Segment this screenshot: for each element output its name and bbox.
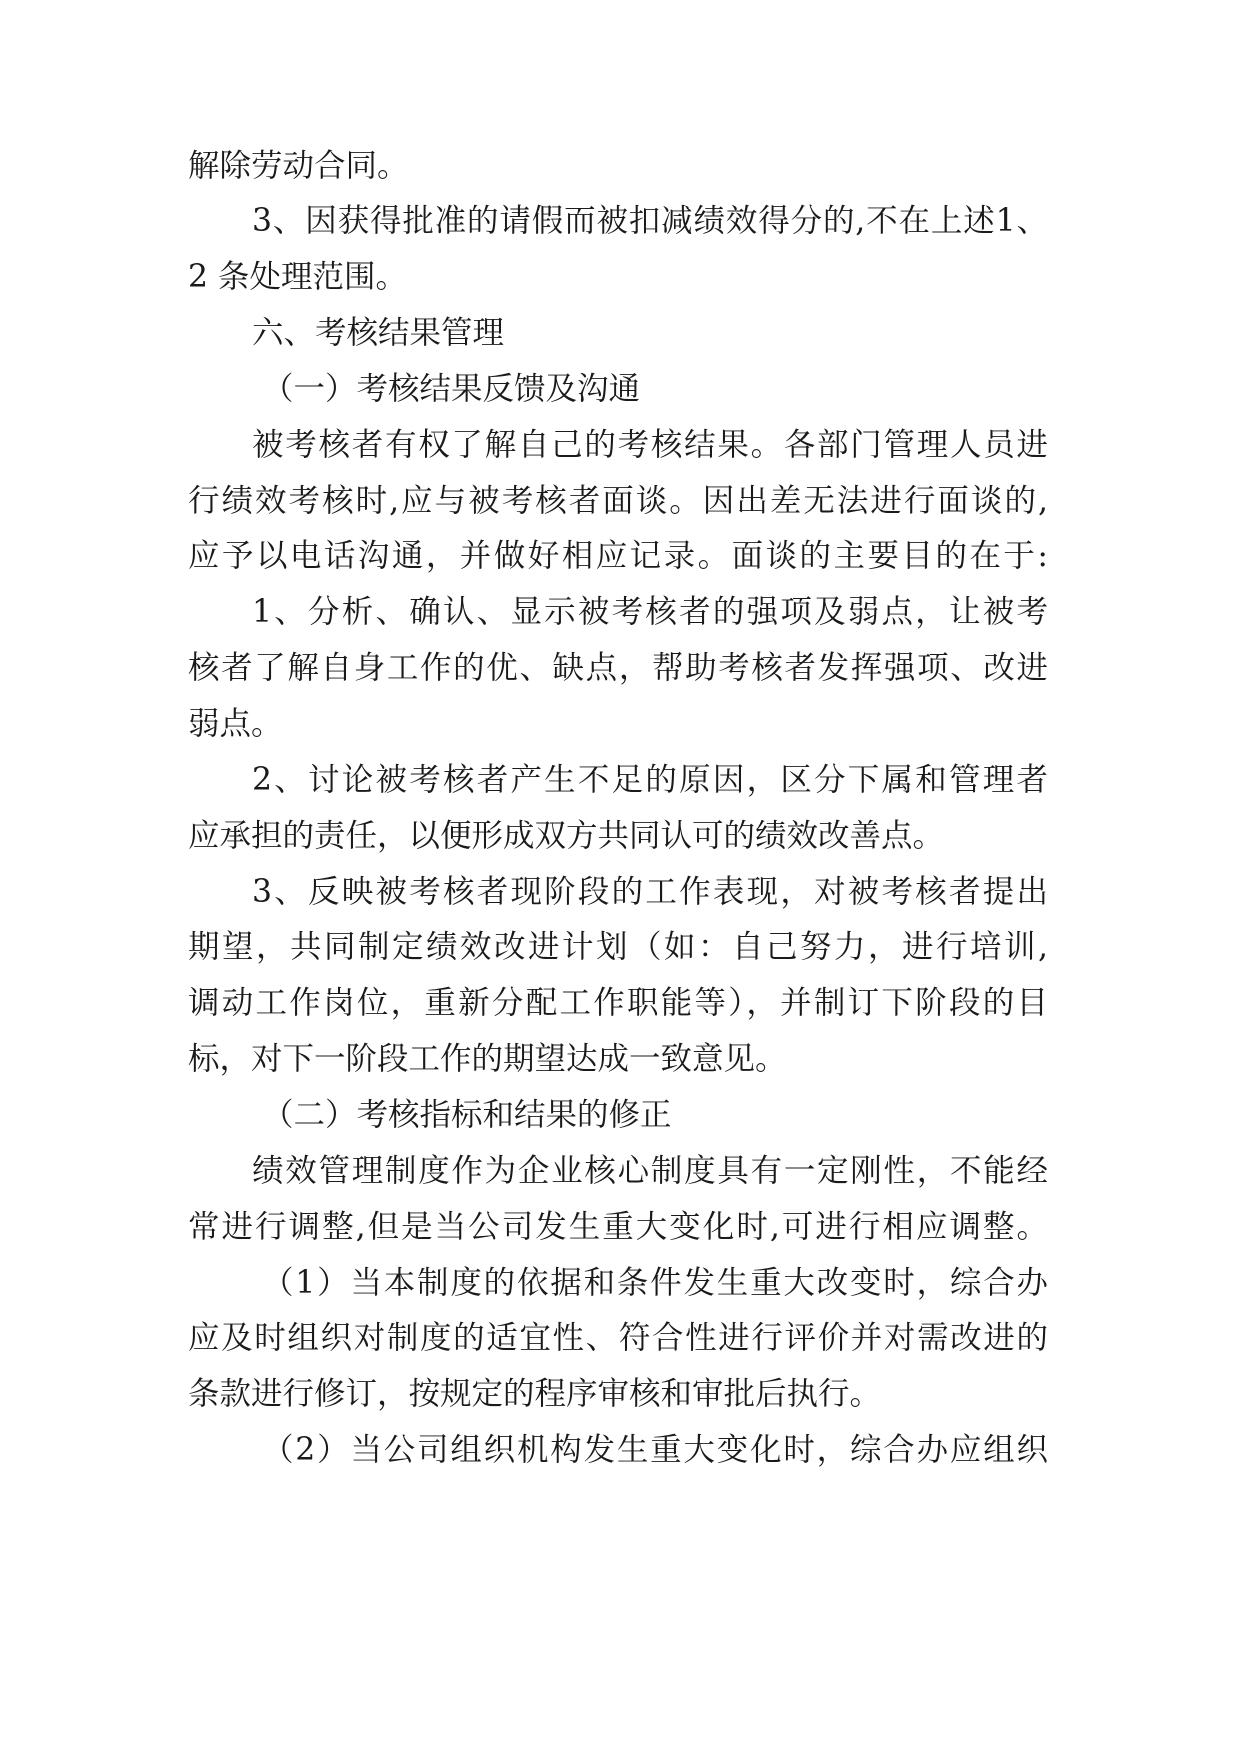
paragraph-line: 3、反映被考核者现阶段的工作表现，对被考核者提出 bbox=[252, 874, 1048, 910]
paragraph-line: 被考核者有权了解自己的考核结果。各部门管理人员进 bbox=[252, 427, 1048, 463]
paragraph-line: 应及时组织对制度的适宜性、符合性进行评价并对需改进的 bbox=[188, 1320, 1048, 1356]
paragraph-line: （1）当本制度的依据和条件发生重大改变时，综合办 bbox=[262, 1265, 1048, 1301]
paragraph-line: 绩效管理制度作为企业核心制度具有一定刚性，不能经 bbox=[252, 1153, 1048, 1189]
subsection-heading: （一）考核结果反馈及沟通 bbox=[262, 371, 641, 407]
paragraph-line: 行绩效考核时,应与被考核者面谈。因出差无法进行面谈的, bbox=[188, 483, 1048, 519]
paragraph-line: 核者了解自身工作的优、缺点，帮助考核者发挥强项、改进 bbox=[188, 650, 1048, 686]
paragraph-line: 期望，共同制定绩效改进计划（如：自己努力，进行培训, bbox=[188, 929, 1048, 965]
paragraph-line: 应予以电话沟通，并做好相应记录。面谈的主要目的在于: bbox=[188, 538, 1048, 574]
subsection-heading: （二）考核指标和结果的修正 bbox=[262, 1097, 672, 1133]
paragraph-line: 应承担的责任，以便形成双方共同认可的绩效改善点。 bbox=[188, 818, 945, 854]
paragraph-line: 3、因获得批准的请假而被扣减绩效得分的,不在上述1、 bbox=[252, 203, 1048, 239]
paragraph-line: （2）当公司组织机构发生重大变化时，综合办应组织 bbox=[262, 1432, 1048, 1468]
paragraph-line: 2 条处理范围。 bbox=[188, 259, 408, 295]
paragraph-line: 常进行调整,但是当公司发生重大变化时,可进行相应调整。 bbox=[188, 1209, 1048, 1245]
section-heading: 六、考核结果管理 bbox=[252, 315, 505, 351]
paragraph-line: 条款进行修订，按规定的程序审核和审批后执行。 bbox=[188, 1376, 882, 1412]
paragraph-line: 调动工作岗位，重新分配工作职能等），并制订下阶段的目 bbox=[188, 985, 1048, 1021]
paragraph-line: 2、讨论被考核者产生不足的原因，区分下属和管理者 bbox=[252, 762, 1048, 798]
paragraph-line: 弱点。 bbox=[188, 706, 283, 742]
paragraph-line: 解除劳动合同。 bbox=[188, 148, 409, 184]
paragraph-line: 标，对下一阶段工作的期望达成一致意见。 bbox=[188, 1041, 787, 1077]
paragraph-line: 1、分析、确认、显示被考核者的强项及弱点，让被考 bbox=[252, 594, 1048, 630]
